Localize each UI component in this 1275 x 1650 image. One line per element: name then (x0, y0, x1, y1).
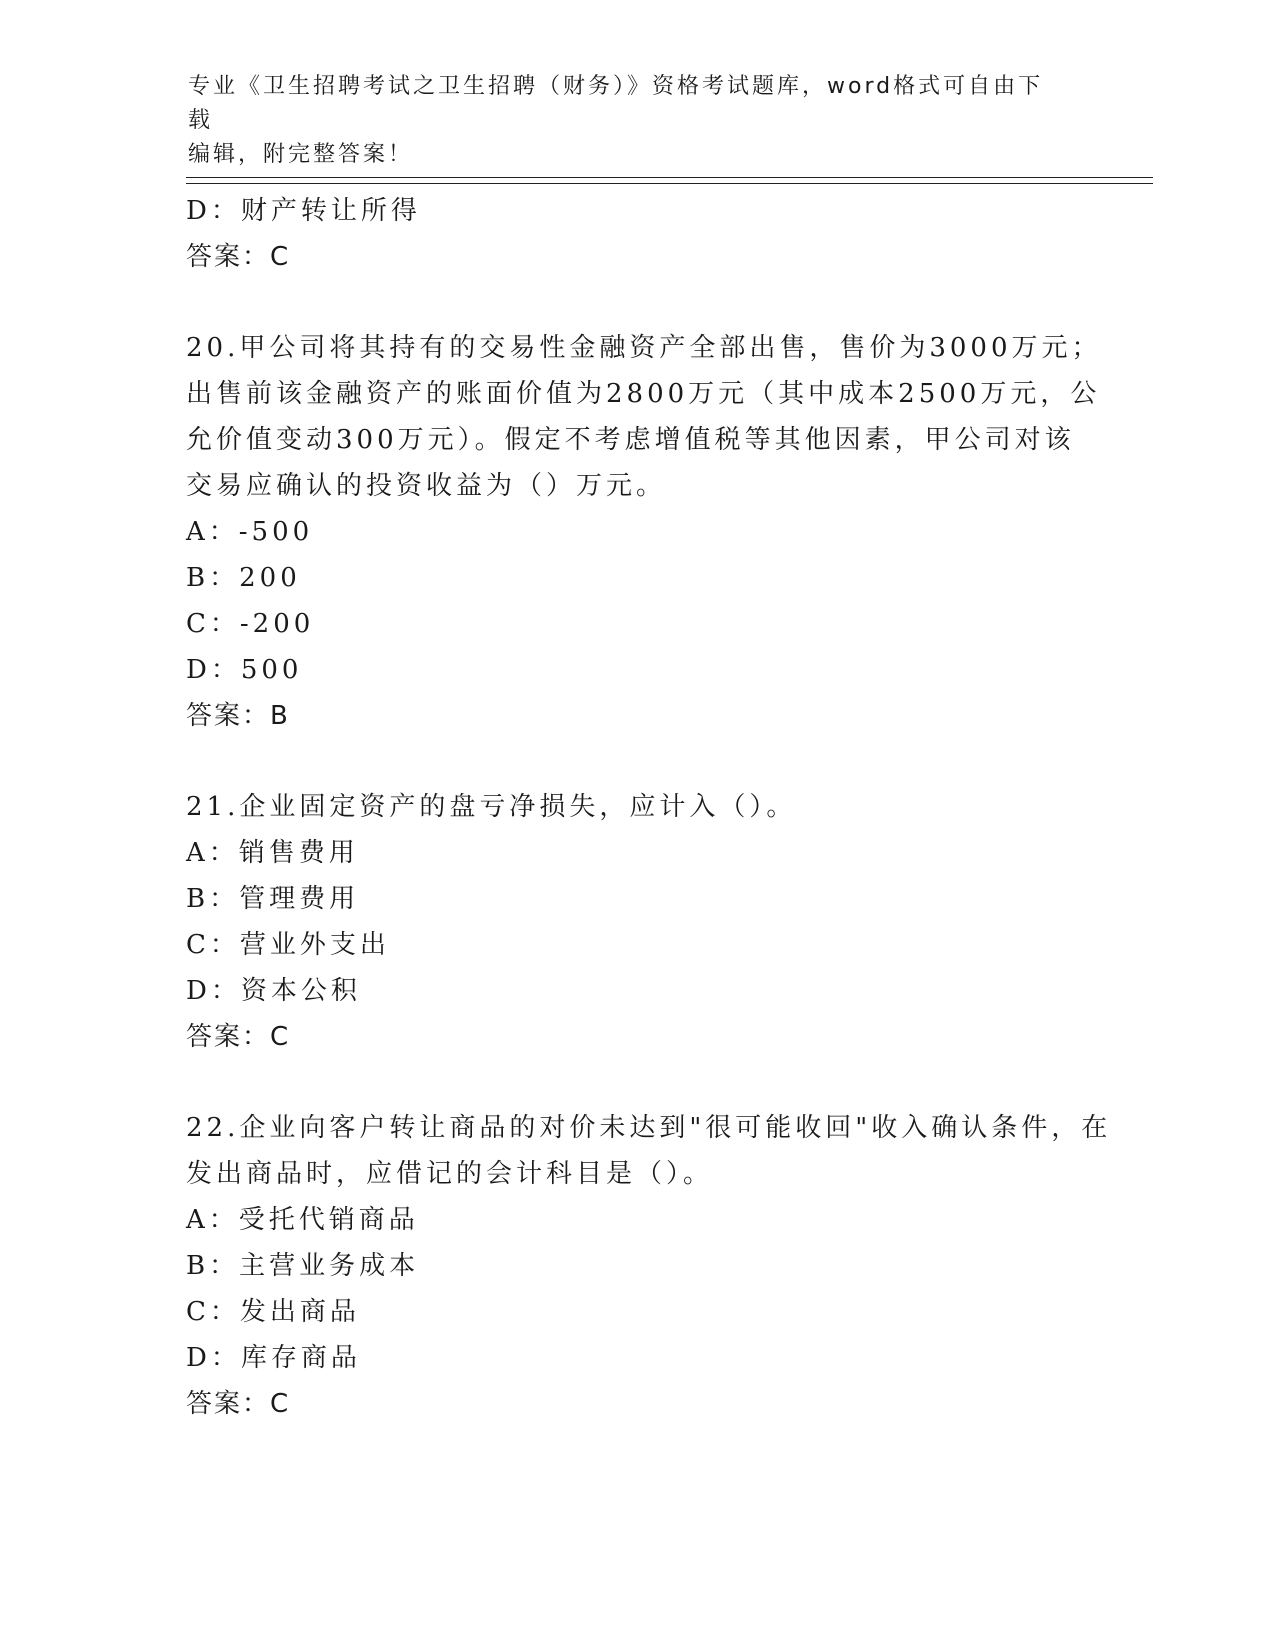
answer-line: 答案：C (186, 1389, 291, 1419)
option-d: D：库存商品 (186, 1343, 361, 1373)
option-c: C：发出商品 (186, 1297, 360, 1327)
prev-question-option-d: D：财产转让所得 (186, 196, 421, 226)
question-20 (186, 325, 1102, 739)
answer-line: 答案：B (186, 701, 290, 731)
option-b: B：200 (186, 563, 301, 593)
option-b: B：主营业务成本 (186, 1251, 420, 1281)
question-spacer (186, 739, 1086, 784)
question-list (186, 188, 1112, 1427)
option-a: A：销售费用 (186, 838, 359, 868)
header-title-line-2: 编辑，附完整答案！ (188, 142, 414, 167)
question-text-line: 允价值变动300万元）。假定不考虑增值税等其他因素，甲公司对该 (186, 425, 1075, 455)
question-text-line: 交易应确认的投资收益为（）万元。 (186, 471, 667, 501)
document-header (188, 70, 1068, 172)
option-b: B：管理费用 (186, 884, 360, 914)
header-divider-bottom (186, 183, 1153, 184)
option-d: D：500 (186, 655, 303, 685)
question-text-line: 21.企业固定资产的盘亏净损失，应计入（）。 (186, 792, 797, 822)
question-spacer (186, 280, 1086, 325)
option-c: C：营业外支出 (186, 930, 390, 960)
question-21 (186, 784, 1086, 1060)
question-text-line: 20.甲公司将其持有的交易性金融资产全部出售，售价为3000万元； (186, 333, 1102, 363)
header-divider-top (186, 177, 1153, 178)
question-text-line: 出售前该金融资产的账面价值为2800万元（其中成本2500万元，公 (186, 379, 1101, 409)
option-d: D：资本公积 (186, 976, 361, 1006)
option-a: A：受托代销商品 (186, 1205, 419, 1235)
question-spacer (186, 1060, 1086, 1105)
question-text-line: 发出商品时，应借记的会计科目是（）。 (186, 1159, 714, 1189)
option-c: C：-200 (186, 609, 315, 639)
header-title-line-1: 专业《卫生招聘考试之卫生招聘（财务）》资格考试题库，word格式可自由下载 (188, 74, 1044, 133)
option-a: A：-500 (186, 517, 314, 547)
question-text-line: 22.企业向客户转让商品的对价未达到"很可能收回"收入确认条件，在 (186, 1113, 1112, 1143)
prev-question-answer: 答案：C (186, 242, 291, 272)
question-22 (186, 1105, 1112, 1427)
answer-line: 答案：C (186, 1022, 291, 1052)
